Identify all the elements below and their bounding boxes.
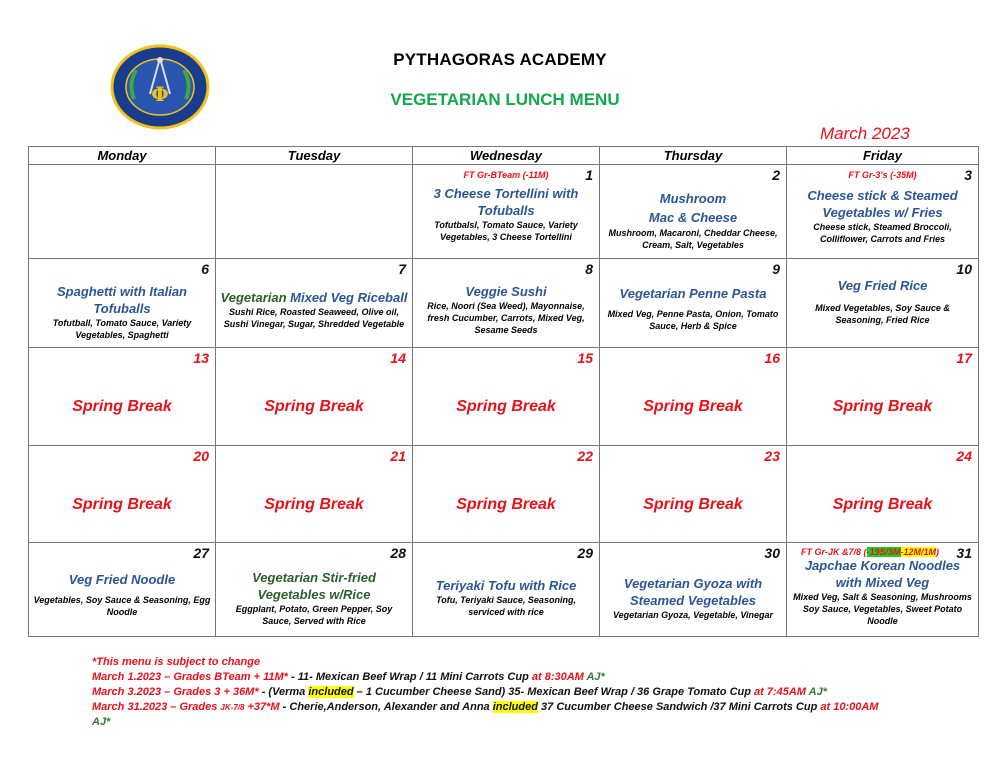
day-cell-empty xyxy=(216,165,413,259)
week-row-spring-break xyxy=(29,446,979,543)
day-cell-mar-8 xyxy=(413,259,600,348)
note-order: - (Verma xyxy=(258,686,309,698)
meal-ingredients: Vegetables, Soy Sauce & Seasoning, Egg Noodle xyxy=(33,595,211,617)
day-cell-empty xyxy=(29,165,216,259)
spring-break-label: Spring Break xyxy=(264,496,364,513)
note-grades: JK-7/8 xyxy=(220,703,245,712)
header-wednesday: Wednesday xyxy=(413,147,600,165)
meal-ingredients: Mushroom, Macaroni, Cheddar Cheese, Cream, Salt, Vegetables xyxy=(608,228,778,250)
meal-name: Teriyaki Tofu with Rice xyxy=(435,578,577,593)
weekday-header-row xyxy=(29,147,979,165)
meal-ingredients: Tofutbalsl, Tomato Sauce, Variety Vegetables, 3 Cheese Tortellini xyxy=(434,220,578,242)
day-number: 28 xyxy=(390,545,406,561)
day-cell-mar-28 xyxy=(216,543,413,637)
meal-ingredients: Mixed Veg, Salt & Seasoning, Mushrooms Soy Sauce, Vegetables, Sweet Potato Noodle xyxy=(793,592,972,626)
day-cell-mar-13 xyxy=(29,348,216,446)
day-cell-mar-15 xyxy=(413,348,600,446)
menu-notes xyxy=(92,655,912,730)
week-row xyxy=(29,259,979,348)
meal-ingredients: Tofutball, Tomato Sauce, Variety Vegetables, Spaghetti xyxy=(52,318,192,340)
field-trip-highlight-yellow: -12M/1M xyxy=(900,547,937,557)
day-cell-mar-9 xyxy=(600,259,787,348)
note-subject-to-change: *This menu is subject to change xyxy=(92,656,261,668)
spring-break-label: Spring Break xyxy=(72,496,172,513)
field-trip-highlight-green: -19S/3M xyxy=(866,547,901,557)
day-number: 16 xyxy=(764,350,780,366)
note-date: March 1.2023 – Grades BTeam + 11M* xyxy=(92,671,288,683)
meal-name: 3 Cheese Tortellini with Tofuballs xyxy=(433,186,579,218)
meal-ingredients: Mixed Vegetables, Soy Sauce & Seasoning, Fried Rice xyxy=(815,303,950,325)
note-initials: AJ* xyxy=(808,686,827,698)
spring-break-label: Spring Break xyxy=(456,398,556,415)
note-order: - Cherie,Anderson, Alexander and Anna xyxy=(279,701,493,713)
field-trip-note: FT Gr-BTeam (-11M) xyxy=(463,170,549,180)
note-march-1 xyxy=(92,670,912,685)
meal-name: Vegetarian Stir-fried Vegetables w/Rice xyxy=(252,570,376,602)
lunch-calendar xyxy=(28,146,979,637)
day-cell-mar-10 xyxy=(787,259,979,348)
note-time: at 8:30AM xyxy=(528,671,587,683)
note-order-rest: 37 Cucumber Cheese Sandwich /37 Mini Carrots Cup xyxy=(537,701,818,713)
day-cell-mar-1 xyxy=(413,165,600,259)
spring-break-label: Spring Break xyxy=(264,398,364,415)
meal-name: Spaghetti with Italian Tofuballs xyxy=(56,284,187,316)
day-number: 6 xyxy=(201,261,209,277)
day-number: 8 xyxy=(585,261,593,277)
spring-break-label: Spring Break xyxy=(643,398,743,415)
meal-ingredients: Cheese stick, Steamed Broccoli, Colliflower, Carrots and Fries xyxy=(813,222,952,244)
day-number: 23 xyxy=(764,448,780,464)
meal-ingredients: Tofu, Teriyaki Sauce, Seasoning, serviced with rice xyxy=(436,595,576,617)
field-trip-note-suffix: ) xyxy=(936,547,940,557)
day-cell-mar-29 xyxy=(413,543,600,637)
day-number: 29 xyxy=(577,545,593,561)
svg-text:Φ: Φ xyxy=(151,82,169,106)
note-highlight: included xyxy=(492,701,538,713)
day-cell-mar-30 xyxy=(600,543,787,637)
meal-ingredients: Mixed Veg, Penne Pasta, Onion, Tomato Sauce, Herb & Spice xyxy=(607,309,779,331)
day-cell-mar-2 xyxy=(600,165,787,259)
day-number: 22 xyxy=(577,448,593,464)
day-cell-mar-24 xyxy=(787,446,979,543)
spring-break-label: Spring Break xyxy=(832,496,933,513)
day-number: 27 xyxy=(193,545,209,561)
meal-name-line2: Mac & Cheese xyxy=(648,210,738,225)
day-cell-mar-31 xyxy=(787,543,979,637)
day-cell-mar-7 xyxy=(216,259,413,348)
meal-name: Mushroom xyxy=(659,191,727,206)
meal-name-prefix: Vegetarian xyxy=(220,290,287,305)
day-cell-mar-22 xyxy=(413,446,600,543)
note-date: March 3.2023 – Grades 3 + 36M* xyxy=(92,686,259,698)
field-trip-note-prefix: FT Gr-JK &7/8 ( xyxy=(801,547,867,557)
note-order: - 11- Mexican Beef Wrap / 11 Mini Carrots Cup xyxy=(287,671,529,683)
day-number: 31 xyxy=(956,545,972,561)
day-number: 2 xyxy=(772,167,780,183)
spring-break-label: Spring Break xyxy=(643,496,743,513)
meal-name: Cheese stick & Steamed Vegetables w/ Fries xyxy=(807,188,958,220)
day-number: 15 xyxy=(577,350,593,366)
meal-name: Veg Fried Noodle xyxy=(68,572,176,587)
day-cell-mar-21 xyxy=(216,446,413,543)
day-number: 20 xyxy=(193,448,209,464)
day-cell-mar-20 xyxy=(29,446,216,543)
day-cell-mar-23 xyxy=(600,446,787,543)
day-number: 24 xyxy=(956,448,972,464)
header-tuesday: Tuesday xyxy=(216,147,413,165)
week-row xyxy=(29,543,979,637)
day-cell-mar-17 xyxy=(787,348,979,446)
week-row xyxy=(29,165,979,259)
day-number: 9 xyxy=(772,261,780,277)
day-number: 30 xyxy=(764,545,780,561)
spring-break-label: Spring Break xyxy=(832,398,933,415)
note-order-rest: – 1 Cucumber Cheese Sand) 35- Mexican Beef Wrap / 36 Grape Tomato Cup xyxy=(353,686,751,698)
meal-name: Veggie Sushi xyxy=(465,284,547,299)
spring-break-label: Spring Break xyxy=(72,398,172,415)
note-initials: AJ* xyxy=(92,716,111,728)
header-thursday: Thursday xyxy=(600,147,787,165)
note-count: +37*M xyxy=(244,701,280,713)
note-date: March 31.2023 – Grades xyxy=(92,701,221,713)
note-highlight: included xyxy=(308,686,354,698)
note-initials: AJ* xyxy=(586,671,605,683)
spring-break-label: Spring Break xyxy=(456,496,556,513)
meal-ingredients: Sushi Rice, Roasted Seaweed, Olive oil, Sushi Vinegar, Sugar, Shredded Vegetable xyxy=(223,307,405,329)
note-time: at 7:45AM xyxy=(750,686,809,698)
day-number: 1 xyxy=(585,167,593,183)
note-march-3 xyxy=(92,685,912,700)
meal-name: Vegetarian Penne Pasta xyxy=(619,286,767,301)
meal-ingredients: Eggplant, Potato, Green Pepper, Soy Sauce, Served with Rice xyxy=(235,604,393,626)
meal-name: Japchae Korean Noodles with Mixed Veg xyxy=(804,558,961,590)
field-trip-note xyxy=(801,547,952,557)
meal-ingredients: Vegetarian Gyoza, Vegetable, Vinegar xyxy=(612,610,774,620)
week-row-spring-break xyxy=(29,348,979,446)
school-name: PYTHAGORAS ACADEMY xyxy=(393,50,607,69)
day-number: 7 xyxy=(398,261,406,277)
header-monday: Monday xyxy=(29,147,216,165)
month-label: March 2023 xyxy=(820,124,910,143)
day-cell-mar-16 xyxy=(600,348,787,446)
day-number: 17 xyxy=(956,350,972,366)
day-number: 10 xyxy=(956,261,972,277)
day-number: 14 xyxy=(390,350,406,366)
day-cell-mar-27 xyxy=(29,543,216,637)
meal-ingredients: Rice, Noori (Sea Weed), Mayonnaise, fresh Cucumber, Carrots, Mixed Veg, Sesame Seeds xyxy=(427,301,585,335)
note-time: at 10:00AM xyxy=(817,701,879,713)
day-number: 3 xyxy=(964,167,972,183)
meal-name: Vegetarian Gyoza with Steamed Vegetables xyxy=(623,576,763,608)
day-cell-mar-14 xyxy=(216,348,413,446)
header-friday: Friday xyxy=(787,147,979,165)
field-trip-note: FT Gr-3's (-35M) xyxy=(848,170,917,180)
day-cell-mar-3 xyxy=(787,165,979,259)
meal-name: Veg Fried Rice xyxy=(837,278,928,293)
menu-title: VEGETARIAN LUNCH MENU xyxy=(390,90,620,109)
meal-name-rest: Mixed Veg Riceball xyxy=(286,290,408,305)
day-cell-mar-6 xyxy=(29,259,216,348)
day-number: 13 xyxy=(193,350,209,366)
day-number: 21 xyxy=(390,448,406,464)
note-march-31 xyxy=(92,700,912,715)
meal-name xyxy=(220,289,408,306)
